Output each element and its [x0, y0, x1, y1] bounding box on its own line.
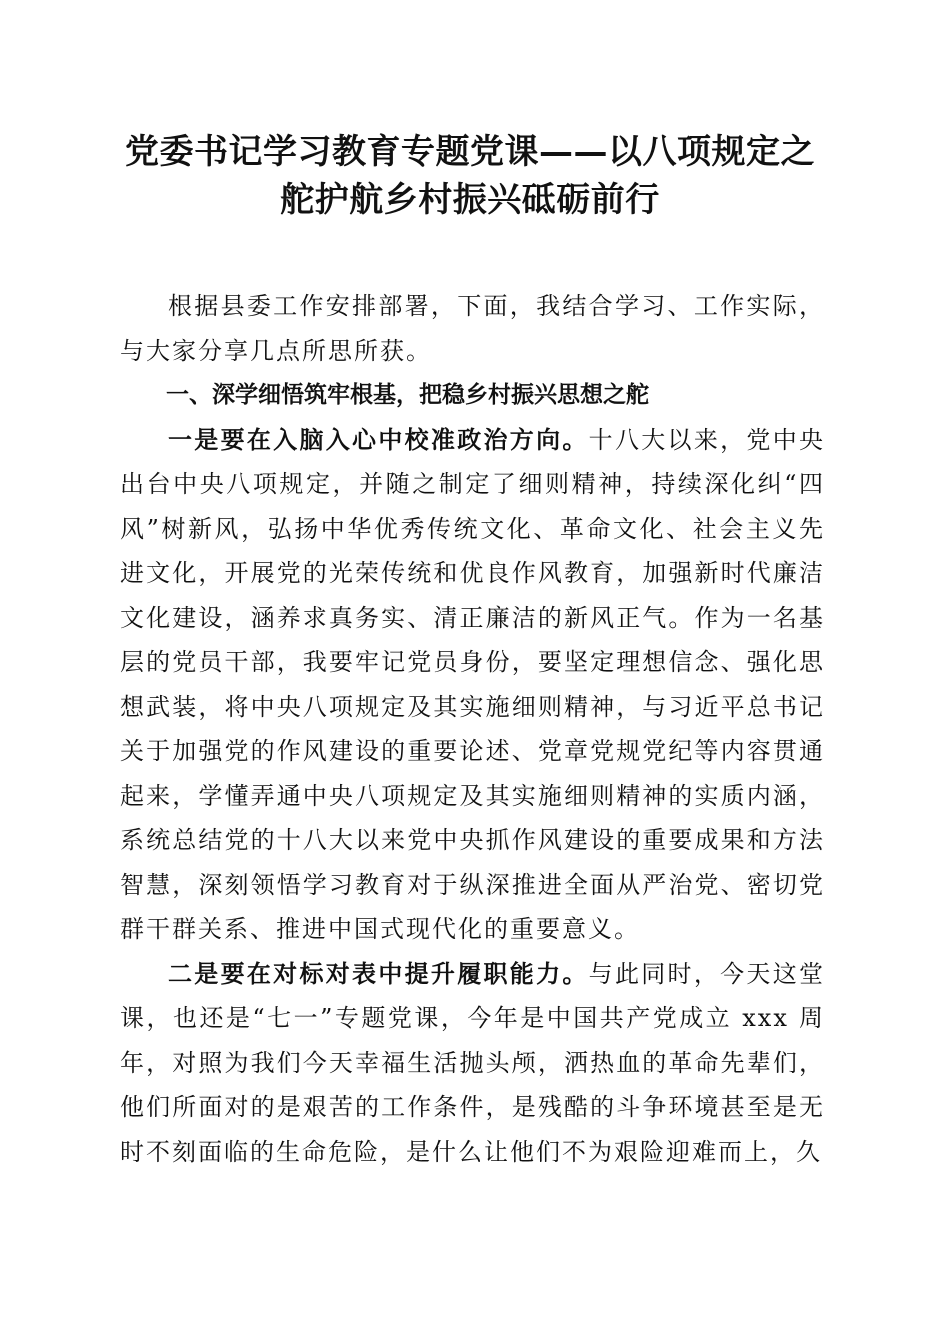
intro-paragraph: 根据县委工作安排部署，下面，我结合学习、工作实际，与大家分享几点所思所获。	[120, 292, 825, 365]
document-title	[115, 128, 825, 224]
paragraph-2-lead: 二是要在对标对表中提升履职能力。	[168, 958, 589, 988]
paragraph-2	[120, 952, 825, 1175]
paragraph-1	[120, 418, 825, 952]
paragraph-1-body: 十八大以来，党中央出台中央八项规定，并随之制定了细则精神，持续深化纠“四风”树新风，弘扬中华优秀传统文化、革命文化、社会主义先进文化，开展党的光荣传统和优良作风教育，加强新时代廉洁文化建设，涵养求真务实、清正廉洁的新风正气。作为一名基层的党员干部，我要牢记党员身份，要坚定理想信念、强化思想武装，将中央八项规定及其实施细则精神，与习近平总书记关于加强党的作风建设的重要论述、党章党规党纪等内容贯通起来，学懂弄通中央八项规定及其实施细则精神的实质内涵，系统总结党的十八大以来党中央抓作风建设的重要成果和方法智慧，深刻领悟学习教育对于纵深推进全面从严治党、密切党群干群关系、推进中国式现代化的重要意义。	[120, 425, 826, 943]
title-line-2: 舵护航乡村振兴砥砺前行	[280, 180, 660, 220]
paragraph-2-body: 与此同时，今天这堂课，也还是“七一”专题党课，今年是中国共产党成立 xxx 周年，对照为我们今天幸福生活抛头颅，洒热血的革命先辈们，他们所面对的是艰苦的工作条件，是残酷的斗争环境甚至是无时不刻面临的生命危险，是什么让他们不为艰险迎难而上，久	[120, 959, 826, 1166]
section-1-heading: 一、深学细悟筑牢根基，把稳乡村振兴思想之舵	[166, 382, 649, 408]
paragraph-1-lead: 一是要在入脑入心中校准政治方向。	[168, 424, 589, 454]
title-line-1: 党委书记学习教育专题党课——以八项规定之	[125, 132, 815, 172]
